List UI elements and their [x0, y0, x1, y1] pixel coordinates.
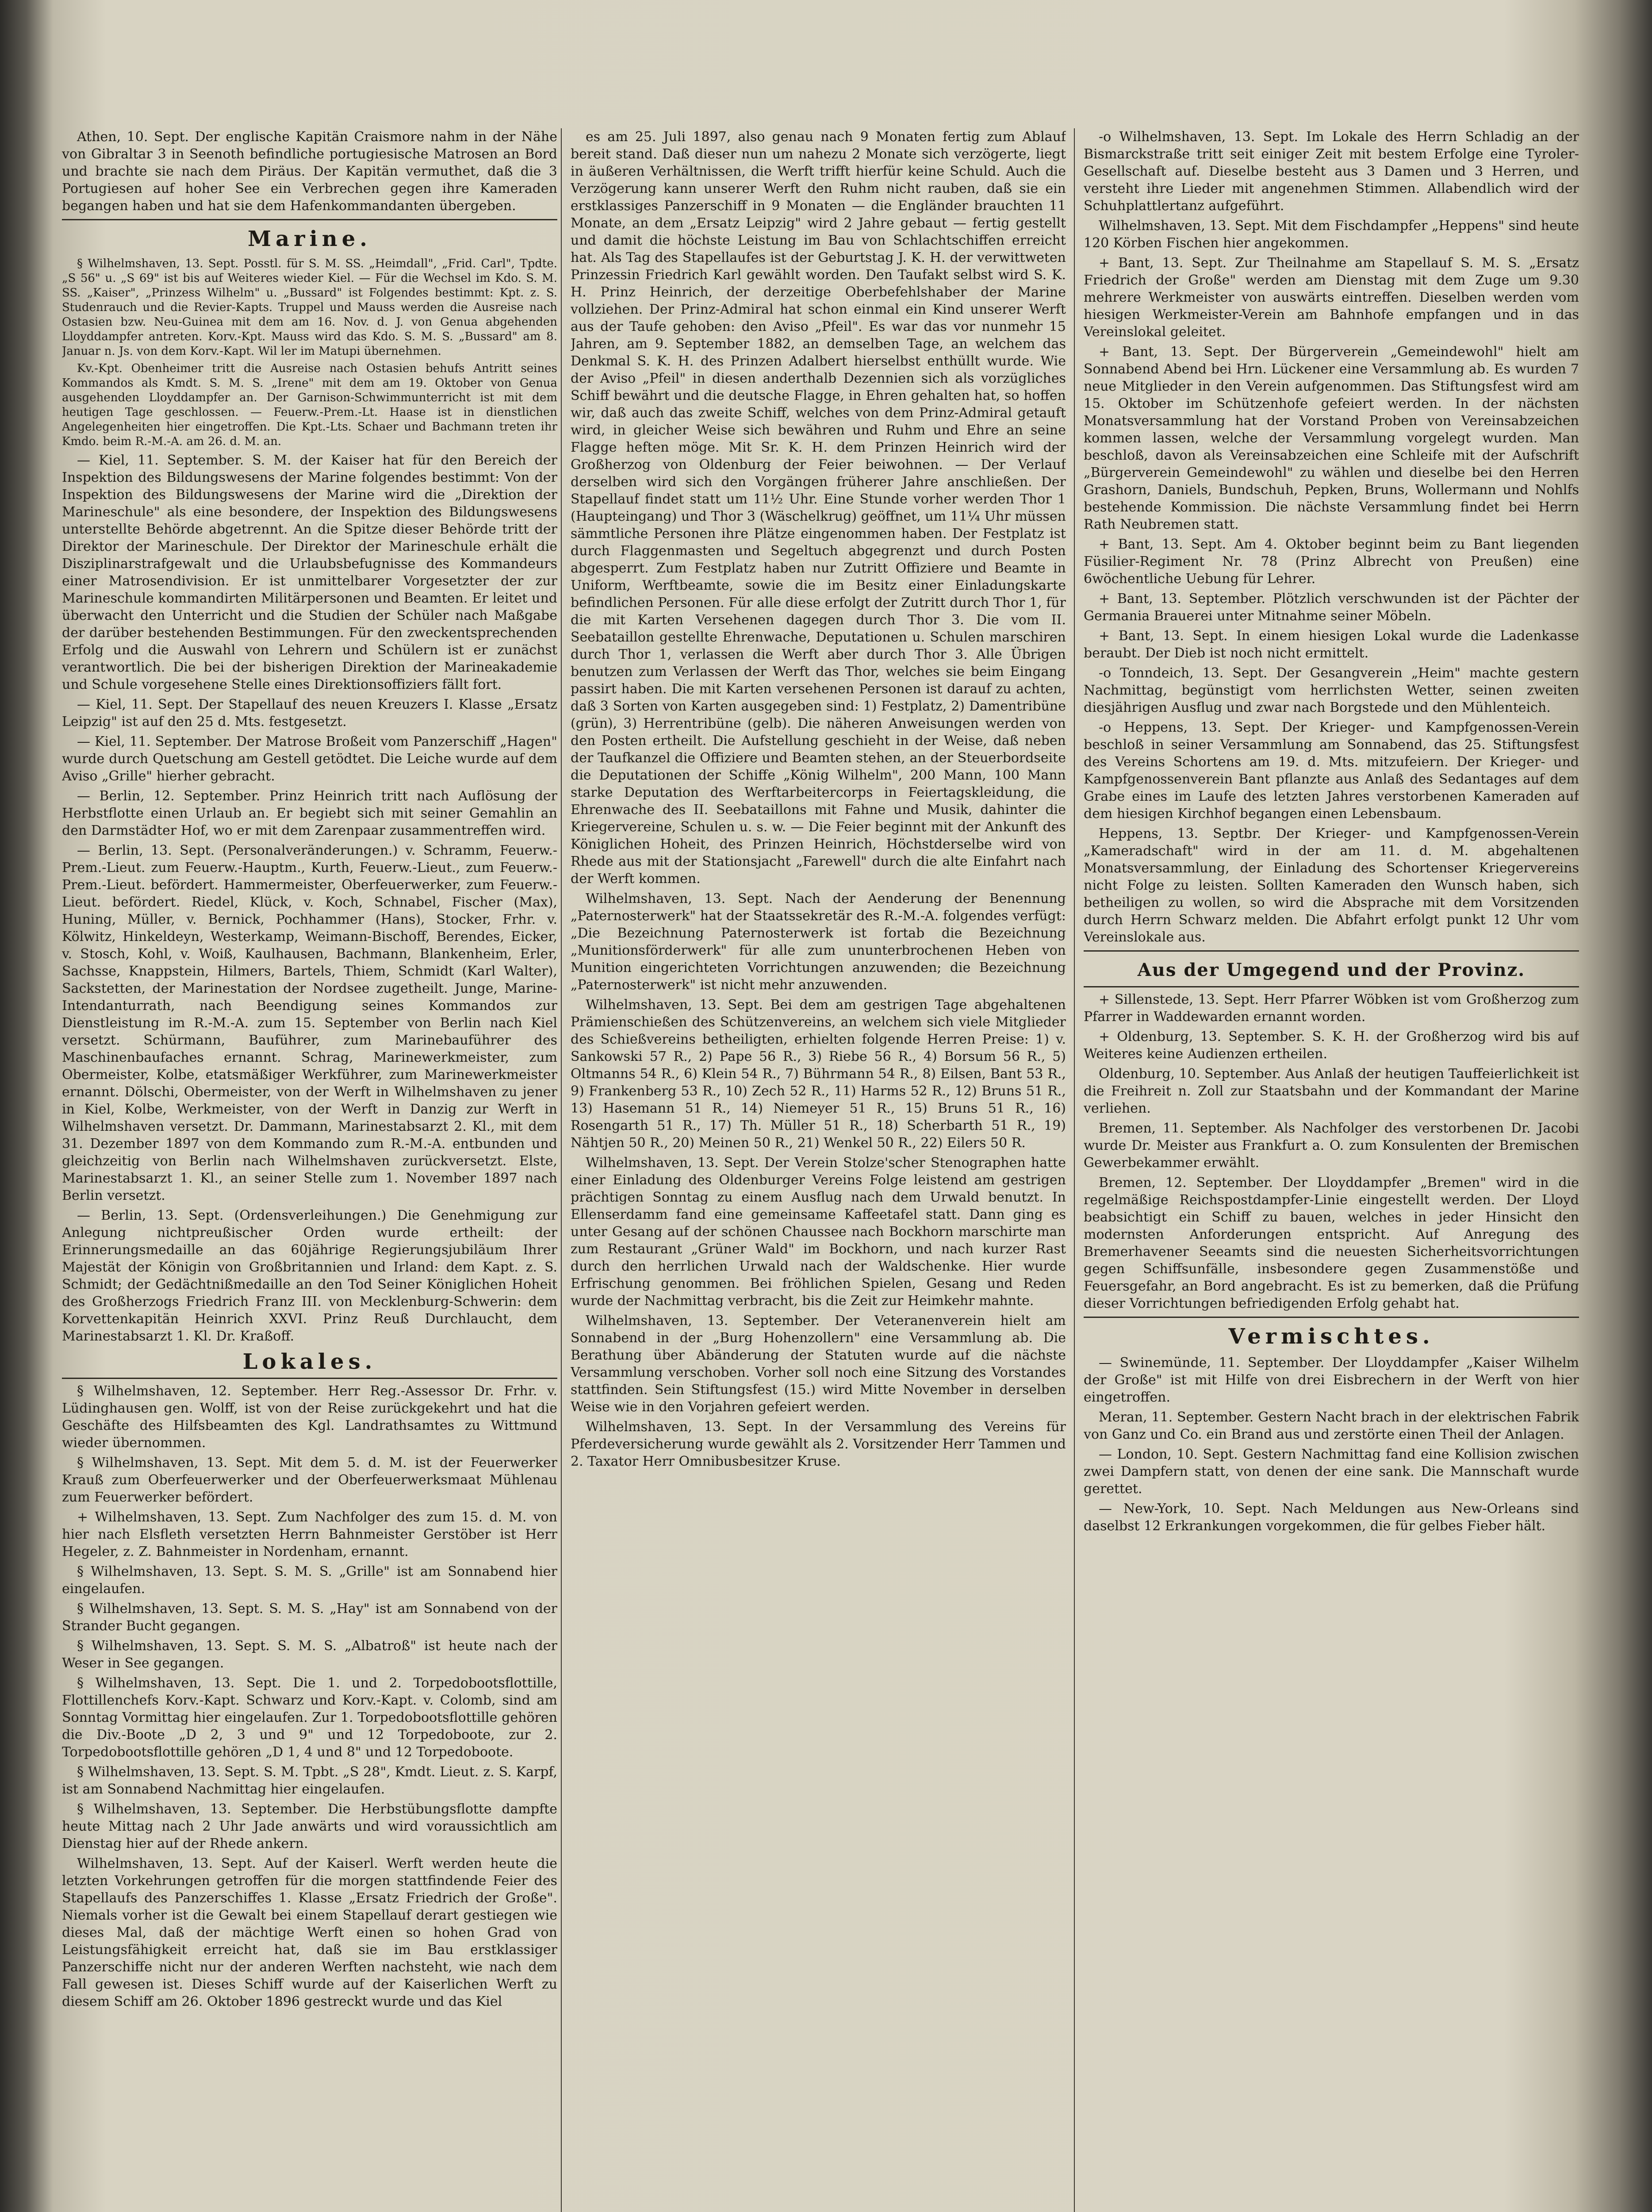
article-local-3: + Wilhelmshaven, 13. Sept. Zum Nachfolger des zum 15. d. M. von hier nach Elsfleth versetzten Herrn Bahnmeister Gerstöber ist Herr Hegeler, z. Z. Bahnmeister in Nordenham, ernannt. — [62, 1509, 557, 1559]
article-stenographen: Wilhelmshaven, 13. Sept. Der Verein Stolze'scher Stenographen hatte einer Einladung des Oldenburger Vereins Folge leistend am gestrigen prächtigen Sonntag zu einem Ausflug nach dem Urwald benutzt. In Ellenserdamm fand eine gemeinsame Kaffeetafel statt. Dann ging es unter Gesang auf der schönen Chaussee nach Bockhorn marschirte man zum Restaurant „Grüner Wald" im Bockhorn, und nach kurzer Rast durch den herrlichen Urwald nach der Waldschenke. Hier wurde Erfrischung genommen. Bei fröhlichen Spielen, Gesang und Reden wurde der Nachmittag verbracht, bis die Zeit zur Heimkehr mahnte. — [571, 1155, 1066, 1309]
article-local-5: § Wilhelmshaven, 13. Sept. S. M. S. „Hay" ist am Sonnabend von der Strander Bucht gegangen. — [62, 1601, 557, 1634]
divider — [62, 219, 557, 220]
article-col3-18: — London, 10. Sept. Gestern Nachmittag fand eine Kollision zwischen zwei Dampfern statt, von denen der eine sank. Die Mannschaft wurde gerettet. — [1084, 1447, 1579, 1497]
article-local-10: Wilhelmshaven, 13. Sept. Auf der Kaiserl. Werft werden heute die letzten Vorkehrungen getroffen für die morgen stattfindende Feier des Stapellaufs des Panzerschiffes 1. Klasse „Ersatz Friedrich der Große". Niemals vorher ist die Gewalt bei einem Stapellauf derart gestiegen wie dieses Mal, daß der mächtige Werft einen so hohen Grad von Leistungsfähigkeit erreicht hat, daß sie im Bau erstklassiger Panzerschiffe nicht nur der anderen Werften nachsteht, wie nach dem Fall gewesen ist. Dieses Schiff wurde auf der Kaiserlichen Werft zu diesem Schiff am 26. Oktober 1896 gestreckt wurde und das Kiel — [62, 1856, 557, 2009]
article-col3-13: Oldenburg, 10. September. Aus Anlaß der heutigen Tauffeierlichkeit ist die Freihreit n. Zoll zur Staatsbahn und der Kommandant der Marine verliehen. — [1084, 1066, 1579, 1116]
section-heading-marine: Marine. — [248, 227, 372, 251]
column-rule — [1074, 128, 1075, 2212]
article-col3-6: + Bant, 13. September. Plötzlich verschwunden ist der Pächter der Germania Brauerei unter Mitnahme seiner Möbeln. — [1084, 591, 1579, 624]
column-2 — [571, 128, 1066, 2212]
section-heading-umgegend: Aus der Umgegend und der Provinz. — [1084, 956, 1579, 987]
article-col3-8: -o Tonndeich, 13. Sept. Der Gesangverein „Heim" machte gestern Nachmittag, begünstigt vom herrlichsten Wetter, seinen zweiten diesjährigen Ausflug und zwar nach Borgstede und den Mühlenteich. — [1084, 665, 1579, 715]
article-local-8: § Wilhelmshaven, 13. Sept. S. M. Tpbt. „S 28", Kmdt. Lieut. z. S. Karpf, ist am Sonnabend Nachmittag hier eingelaufen. — [62, 1764, 557, 1797]
article-col3-10: Heppens, 13. Septbr. Der Krieger- und Kampfgenossen-Verein „Kameradschaft" wird in der am 11. d. M. abgehaltenen Monatsversammlung, der Einladung des Schortenser Kriegervereins nicht Folge zu leisten. Sollten Kameraden den Wunsch haben, sich betheiligen zu wollen, so wird die Absprache mit dem Vorsitzenden durch Herrn Schwarz melden. Die Abfahrt erfolgt punkt 12 Uhr vom Vereinslokale aus. — [1084, 826, 1579, 945]
column-rule — [561, 128, 562, 2212]
divider — [1084, 1317, 1579, 1318]
article-col3-14: Bremen, 11. September. Als Nachfolger des verstorbenen Dr. Jacobi wurde Dr. Meister aus Frankfurt a. O. zum Konsulenten der Bremischen Gewerbekammer erwählt. — [1084, 1121, 1579, 1171]
article-veteranenverein: Wilhelmshaven, 13. September. Der Veteranenverein hielt am Sonnabend in der „Burg Hohenzollern" eine Versammlung ab. Die Berathung über Abänderung der Statuten wurde auf die nächste Versammlung verschoben. Vorher soll noch eine Sitzung des Vorstandes stattfinden. Sein Stiftungsfest (15.) wird Mitte November in derselben Weise wie in den Vorjahren gefeiert werden. — [571, 1313, 1066, 1415]
article-local-9: § Wilhelmshaven, 13. September. Die Herbstübungsflotte dampfte heute Mittag nach 2 Uhr Jade anwärts und wird voraussichtlich am Dienstag hier auf der Rhede ankern. — [62, 1801, 557, 1851]
article-col3-3: + Bant, 13. Sept. Zur Theilnahme am Stapellauf S. M. S. „Ersatz Friedrich der Große" werden am Dienstag mit dem Zuge um 9.30 mehrere Werkmeister von auswärts eintreffen. Dieselben werden vom hiesigen Werkmeister-Verein am Bahnhofe empfangen und in das Vereinslokal geleitet. — [1084, 255, 1579, 340]
article-col3-12: + Oldenburg, 13. September. S. K. H. der Großherzog wird bis auf Weiteres keine Audienzen ertheilen. — [1084, 1029, 1579, 1062]
column-3 — [1084, 128, 1579, 2212]
article-kiel-2: — Kiel, 11. Sept. Der Stapellauf des neuen Kreuzers I. Klasse „Ersatz Leipzig" ist auf den 25 d. Mts. festgesetzt. — [62, 697, 557, 730]
article-kiel-1: — Kiel, 11. September. S. M. der Kaiser hat für den Bereich der Inspektion des Bildungswesens der Marine folgendes bestimmt: Von der Inspektion des Bildungswesens der Marine wird die „Direktion der Marineschule" als eine besondere, der Inspektion des Bildungswesens unterstellte Behörde abgetrennt. An die Spitze dieser Behörde tritt der Direktor der Marineschule. Der Direktor der Marineschule erhält die Disziplinarstrafgewalt und die Urlaubsbefugnisse des Kommandeurs einer Matrosendivision. Er ist unmittelbarer Vorgesetzter der zur Marineschule kommandirten Militärpersonen und Beamten. Er leitet und überwacht den Unterricht und die Studien der Schüler nach Maßgabe der darüber bestehenden Bestimmungen. Für den zweckentsprechenden Erfolg und die Auswahl von Lehrern und Schülern ist er zunächst verantwortlich. Die bei der bisherigen Direktion der Marineakademie und Schule vorgesehene Stelle eines Direktionsoffiziers fällt fort. — [62, 453, 557, 692]
newspaper-page — [53, 111, 1619, 2212]
article-berlin-3: — Berlin, 13. Sept. (Ordensverleihungen.) Die Genehmigung zur Anlegung nichtpreußischer Orden wurde ertheilt: der Erinnerungsmedaille an das 60jährige Regierungsjubiläum Ihrer Majestät der Königin von Großbritannien und Irland: dem Kapt. z. S. Schmidt; der Gedächtnißmedaille an den Tod Seiner Königlichen Hoheit des Großherzogs Friedrich Franz III. von Mecklenburg-Schwerin: dem Korvettenkapitän Heinrich XXVI. Prinz Reuß Durchlaucht, dem Marinestabsarzt 1. Kl. Dr. Kraßoff. — [62, 1208, 557, 1344]
article-col3-4: + Bant, 13. Sept. Der Bürgerverein „Gemeindewohl" hielt am Sonnabend Abend bei Hrn. Lückener eine Versammlung ab. Es wurden 7 neue Mitglieder in den Verein aufgenommen. Das Stiftungsfest wird am 15. Oktober im Schützenhofe gefeiert werden. In der nächsten Monatsversammlung hat der Vorstand Proben von Vereinsabzeichen kommen lassen, welche der Versammlung vorgelegt wurden. Man beschloß, davon als Vereinsabzeichen eine Schleife mit der Aufschrift „Bürgerverein Gemeindewohl" zu wählen und dieselbe bei den Herren Grashorn, Daniels, Bundschuh, Pepken, Bruns, Wollermann und Nohlfs bestehende Kommission. Die nächste Versammlung findet bei Herrn Rath Neubremen statt. — [1084, 344, 1579, 532]
article-col3-1: -o Wilhelmshaven, 13. Sept. Im Lokale des Herrn Schladig an der Bismarckstraße tritt seit einiger Zeit mit bestem Erfolge eine Tyroler-Gesellschaft auf. Dieselbe besteht aus 3 Damen und 3 Herren, und versteht ihre Lieder mit angenehmen Stimmen. Allabendlich wird der Schuhplattlertanz aufgeführt. — [1084, 129, 1579, 214]
article-col3-11: + Sillenstede, 13. Sept. Herr Pfarrer Wöbken ist vom Großherzog zum Pfarrer in Waddewarden ernannt worden. — [1084, 992, 1579, 1025]
article-berlin-1: — Berlin, 12. September. Prinz Heinrich tritt nach Auflösung der Herbstflotte einen Urlaub an. Er begiebt sich mit seiner Gemahlin an den Darmstädter Hof, wo er mit dem Zarenpaar zusammentreffen wird. — [62, 788, 557, 838]
article-local-2: § Wilhelmshaven, 13. Sept. Mit dem 5. d. M. ist der Feuerwerker Krauß zum Oberfeuerwerker und der Oberfeuerwerksmaat Mühlenau zum Feuerwerker befördert. — [62, 1455, 557, 1505]
article-paternosterwerk: Wilhelmshaven, 13. Sept. Nach der Aenderung der Benennung „Paternosterwerk" hat der Staatssekretär des R.-M.-A. folgendes verfügt: „Die Bezeichnung Paternosterwerk ist fortab die Bezeichnung „Munitionsförderwerk" für alle zum ununterbrochenen Heben von Munition eingerichteten Vorrichtungen anzuwenden; die Bezeichnung „Paternosterwerk" ist nicht mehr anzuwenden. — [571, 891, 1066, 993]
article-col3-15: Bremen, 12. September. Der Lloyddampfer „Bremen" wird in die regelmäßige Reichspostdampfer-Linie eingestellt werden. Der Lloyd beabsichtigt ein Schiff zu bauen, welches in jeder Hinsicht den modernsten Anforderungen entspricht. Auf Anregung des Bremerhavener Seeamts sind die neuesten Sicherheitsvorrichtungen gegen Schiffsunfälle, insbesondere gegen Zusammenstöße und Feuersgefahr, an Bord angebracht. Es ist zu bemerken, daß die Prüfung dieser Vorrichtungen befriedigenden Erfolg gehabt hat. — [1084, 1175, 1579, 1311]
article-local-7: § Wilhelmshaven, 13. Sept. Die 1. und 2. Torpedobootsflottille, Flottillenchefs Korv.-Kapt. Schwarz und Korv.-Kapt. v. Colomb, sind am Sonntag Vormittag hier eingelaufen. Zur 1. Torpedobootsflottille gehören die Div.-Boote „D 2, 3 und 9" und 12 Torpedoboote, zur 2. Torpedobootsflottille gehören „D 1, 4 und 8" und 12 Torpedoboote. — [62, 1675, 557, 1760]
article-col3-2: Wilhelmshaven, 13. Sept. Mit dem Fischdampfer „Heppens" sind heute 120 Körben Fischen hier angekommen. — [1084, 218, 1579, 251]
article-local-6: § Wilhelmshaven, 13. Sept. S. M. S. „Albatroß" ist heute nach der Weser in See gegangen. — [62, 1638, 557, 1671]
article-col3-7: + Bant, 13. Sept. In einem hiesigen Lokal wurde die Ladenkasse beraubt. Der Dieb ist noch nicht ermittelt. — [1084, 628, 1579, 661]
article-col3-16: — Swinemünde, 11. September. Der Lloyddampfer „Kaiser Wilhelm der Große" ist mit Hilfe von drei Eisbrechern in der Werft von hier eingetroffen. — [1084, 1355, 1579, 1405]
article-col3-17: Meran, 11. September. Gestern Nacht brach in der elektrischen Fabrik von Ganz und Co. ein Brand aus und zerstörte einen Theil der Anlagen. — [1084, 1409, 1579, 1442]
article-col3-19: — New-York, 10. Sept. Nach Meldungen aus New-Orleans sind daselbst 12 Erkrankungen vorgekommen, die für gelbes Fieber hält. — [1084, 1501, 1579, 1534]
article-athen: Athen, 10. Sept. Der englische Kapitän Craismore nahm in der Nähe von Gibraltar 3 in Seenoth befindliche portugiesische Matrosen an Bord und brachte sie nach dem Piräus. Der Kapitän vermuthet, daß die 3 Portugiesen auf hoher See ein Verbrechen gegen ihre Kameraden begangen haben und hat sie dem Hafenkommandanten übergeben. — [62, 129, 557, 214]
article-col3-9: -o Heppens, 13. Sept. Der Krieger- und Kampfgenossen-Verein beschloß in seiner Versammlung am Sonnabend, das 25. Stiftungsfest des Vereins Schortens am 19. d. Mts. mitzufeiern. Der Krieger- und Kampfgenossenverein Bant pflanzte aus Anlaß des Sedantages auf dem Grabe eines im Laufe des letzten Jahres verstorbenen Kameraden auf dem hiesigen Kirchhof begangen einen Lebensbaum. — [1084, 720, 1579, 822]
article-marine-1: § Wilhelmshaven, 13. Sept. Posstl. für S. M. SS. „Heimdall", „Frid. Carl", Tpdte. „S 56" u. „S 69" ist bis auf Weiteres wieder Kiel. — Für die Wechsel im Kdo. S. M. SS. „Kaiser", „Prinzess Wilhelm" u. „Bussard" ist Folgendes bestimmt: Kpt. z. S. Studenrauch und die Revier-Kapts. Truppel und Mauss werden die Ausreise nach Ostasien bzw. Neu-Guinea mit dem am 16. Nov. d. J. von Genua abgehenden Lloyddampfer antreten. Korv.-Kpt. Mauss wird das Kdo. S. M. S. „Bussard" am 8. Januar n. Js. von dem Korv.-Kapt. Wil ler im Matupi übernehmen. — [62, 257, 557, 358]
section-heading-lokales: Lokales. — [62, 1348, 557, 1379]
article-berlin-2: — Berlin, 13. Sept. (Personalveränderungen.) v. Schramm, Feuerw.-Prem.-Lieut. zum Feuerw.-Hauptm., Kurth, Feuerw.-Lieut., zum Feuerw.-Prem.-Lieut. befördert. Hammermeister, Oberfeuerwerker, zum Feuerw.-Lieut. befördert. Riedel, Klück, v. Koch, Schnabel, Fischer (Max), Huning, Müller, v. Bernick, Pochhammer (Hans), Stocker, Frhr. v. Kölwitz, Hinkeldeyn, Westerkamp, Weimann-Bischoff, Berendes, Eicker, v. Stosch, Kohl, v. Woiß, Kaulhausen, Bachmann, Blankenheim, Erler, Sachsse, Knappstein, Hilmers, Bartels, Thiem, Schmidt (Karl Walter), Sackstetten, der Marinestation der Nordsee zugetheilt. Junge, Marine-Intendanturrath, nach Beendigung seines Kommandos zur Dienstleistung im R.-M.-A. zum 15. September von Berlin nach Kiel versetzt. Schürmann, Bauführer, zum Marinebauführer des Maschinenbaufaches ernannt. Schrag, Marinewerkmeister, zum Obermeister, Kolbe, etatsmäßiger Werkführer, zum Marinewerkmeister ernannt. Dölschi, Obermeister, von der Werft in Wilhelmshaven zu jener in Kiel, Kolbe, Werkmeister, von der Werft in Danzig zur Werft in Wilhelmshaven versetzt. Dr. Dammann, Marinestabsarzt 2. Kl., mit dem 31. Dezember 1897 von dem Kommando zum R.-M.-A. entbunden und gleichzeitig von Berlin nach Wilhelmshaven zurückversetzt. Elste, Marinestabsarzt 1. Kl., an seiner Stelle zum 1. November 1897 nach Berlin versetzt. — [62, 843, 557, 1203]
article-schuetzenverein: Wilhelmshaven, 13. Sept. Bei dem am gestrigen Tage abgehaltenen Prämienschießen des Schützenvereins, an welchem sich viele Mitglieder des Schießvereins betheiligten, erhielten folgende Herren Preise: 1) v. Sankowski 57 R., 2) Pape 56 R., 3) Riebe 56 R., 4) Borsum 56 R., 5) Oltmanns 54 R., 6) Klein 54 R., 7) Bührmann 54 R., 8) Eilsen, Bant 53 R., 9) Frankenberg 53 R., 10) Zech 52 R., 11) Harms 52 R., 12) Bruns 51 R., 13) Hasemann 51 R., 14) Niemeyer 51 R., 15) Bruns 51 R., 16) Rosengarth 51 R., 17) Th. Müller 51 R., 18) Scherbarth 51 R., 19) Nähtjen 50 R., 20) Meinen 50 R., 21) Wenkel 50 R., 22) Eilers 50 R. — [571, 997, 1066, 1151]
section-heading-vermischtes: Vermischtes. — [1228, 1324, 1434, 1349]
divider — [1084, 950, 1579, 952]
article-marine-2: Kv.-Kpt. Obenheimer tritt die Ausreise nach Ostasien behufs Antritt seines Kommandos als Kmdt. S. M. S. „Irene" mit dem am 19. Oktober von Genua ausgehenden Lloyddampfer an. Der Garnison-Schwimmunterricht ist mit dem heutigen Tage geschlossen. — Feuerw.-Prem.-Lt. Haase ist in dienstlichen Angelegenheiten hier eingetroffen. Die Kpt.-Lts. Schaer und Bachmann treten ihr Kmdo. beim R.-M.-A. am 26. d. M. an. — [62, 362, 557, 448]
article-col3-5: + Bant, 13. Sept. Am 4. Oktober beginnt beim zu Bant liegenden Füsilier-Regiment Nr. 78 (Prinz Albrecht von Preußen) eine 6wöchentliche Uebung für Lehrer. — [1084, 537, 1579, 587]
article-kiel-3: — Kiel, 11. September. Der Matrose Broßeit vom Panzerschiff „Hagen" wurde durch Quetschung am Gestell getödtet. Die Leiche wurde auf dem Aviso „Grille" hierher gebracht. — [62, 734, 557, 784]
article-pferdeversicherung: Wilhelmshaven, 13. Sept. In der Versammlung des Vereins für Pferdeversicherung wurde gewählt als 2. Vorsitzender Herr Tammen und 2. Taxator Herr Omnibusbesitzer Kruse. — [571, 1419, 1066, 1469]
article-stapellauf: es am 25. Juli 1897, also genau nach 9 Monaten fertig zum Ablauf bereit stand. Daß dieser nun um nahezu 2 Monate sich verzögerte, liegt in äußeren Verhältnissen, die Werft trifft hierfür keine Schuld. Auch die Verzögerung kann unserer Werft den Ruhm nicht rauben, daß sie ein erstklassiges Panzerschiff in 9 Monaten — die Engländer brauchten 11 Monate, an dem „Ersatz Leipzig" wird 2 Jahre gebaut — fertig gestellt und damit die höchste Leistung im Bau von Schlachtschiffen erreicht hat. Als Tag des Stapellaufes ist der Geburtstag J. K. H. der verwittweten Prinzessin Friedrich Karl gewählt worden. Den Taufakt selbst wird S. K. H. Prinz Heinrich, der derzeitige Oberbefehlshaber der Marine vollziehen. Der Prinz-Admiral hat schon einmal ein Kind unserer Werft aus der Taufe gehoben: den Aviso „Pfeil". Es war das vor nunmehr 15 Jahren, am 9. September 1882, an demselben Tage, an welchem das Denkmal S. K. H. des Prinzen Adalbert hierselbst enthüllt wurde. Wie der Aviso „Pfeil" in diesen anderthalb Dezennien sich als vorzügliches Schiff bewährt und die deutsche Flagge, in Ehren gehalten hat, so hoffen wir, daß auch das zweite Schiff, welches von dem Prinz-Admiral getauft wird, in gleicher Weise sich bewähren und Ruhm und Ehre an seine Flagge heften möge. Mit Sr. K. H. dem Prinzen Heinrich wird der Großherzog von Oldenburg der Feier beiwohnen. — Der Verlauf derselben wird sich den Vorgängen früherer Jahre anschließen. Der Stapellauf findet statt um 11½ Uhr. Eine Stunde vorher werden Thor 1 (Haupteingang) und Thor 3 (Wäschelkrug) geöffnet, um 11¼ Uhr müssen sämmtliche Personen ihre Plätze eingenommen haben. Der Festplatz ist durch Flaggenmasten und Segeltuch abgegrenzt und durch Posten abgesperrt. Zum Festplatz haben nur Zutritt Offiziere und Beamte in Uniform, Werftbeamte, sowie die im Besitz einer Einladungskarte befindlichen Personen. Für alle diese erfolgt der Zutritt durch Thor 1, für die mit Karten Versehenen dagegen durch Thor 3. Die vom II. Seebataillon gestellte Ehrenwache, Deputationen u. Schulen marschiren durch Thor 1, verlassen die Werft aber durch Thor 3. Alle Übrigen benutzen zum Verlassen der Werft das Thor, welches sie beim Eingang passirt haben. Die mit Karten versehenen Personen ist darauf zu achten, daß 3 Sorten von Karten ausgegeben sind: 1) Festplatz, 2) Damentribüne (grün), 3) Herrentribüne (gelb). Die näheren Anweisungen werden von den Posten ertheilt. Die Aufstellung geschieht in der Weise, daß neben der Taufkanzel die Offiziere und Beamten stehen, an der Steuerbordseite die Deputationen der Schiffe „König Wilhelm", 200 Mann, 100 Mann starke Deputation des Werftarbeitercorps in Feiertagskleidung, die Ehrenwache des II. Seebataillons mit Fahne und Musik, dahinter die Kriegervereine, Schulen u. s. w. — Die Feier beginnt mit der Ankunft des Königlichen Hoheit, des Prinzen Heinrich, Höchstderselbe wird von Rhede aus mit der Stationsjacht „Farewell" durch die alte Einfahrt nach der Werft kommen. — [571, 129, 1066, 887]
article-local-4: § Wilhelmshaven, 13. Sept. S. M. S. „Grille" ist am Sonnabend hier eingelaufen. — [62, 1564, 557, 1597]
column-1 — [62, 128, 557, 2212]
article-local-1: § Wilhelmshaven, 12. September. Herr Reg.-Assessor Dr. Frhr. v. Lüdinghausen gen. Wolff, ist von der Reise zurückgekehrt und hat die Geschäfte des Hilfsbeamten des Kgl. Landrathsamtes zu Wittmund wieder übernommen. — [62, 1383, 557, 1451]
